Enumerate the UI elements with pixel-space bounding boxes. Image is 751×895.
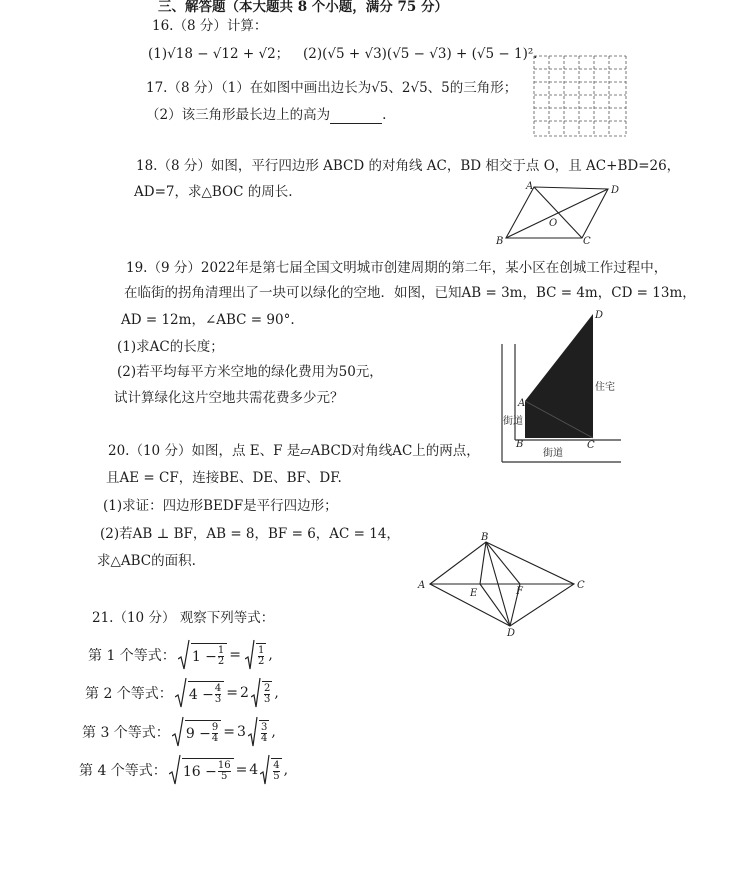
q19-line4: (1)求AC的长度； xyxy=(117,339,224,355)
q21-eq3-a: 9 xyxy=(185,725,195,742)
q21-eq4-rnum: 4 xyxy=(273,760,280,771)
q21-eq3-radical-left-sign xyxy=(172,716,184,748)
q21-eq3-radicand-right xyxy=(259,720,269,744)
q21-eq3-num: 9 xyxy=(211,722,219,733)
q19-label-d: D xyxy=(595,310,604,321)
q19-line6: 试计算绿化这片空地共需花费多少元？ xyxy=(114,390,344,406)
q19-label-b: B xyxy=(516,439,524,450)
q21-eq1-radical-left-sign xyxy=(178,639,190,671)
q18-label-o: O xyxy=(549,218,558,229)
q21-eq4-radical-left-sign xyxy=(169,754,181,786)
q20-parallelogram-figure xyxy=(414,528,590,640)
q19-label-street-bottom: 街道 xyxy=(543,448,563,459)
q21-eq2-rden: 3 xyxy=(263,694,271,705)
q21-eq2-tail: , xyxy=(274,685,279,701)
q21-eq3-den: 4 xyxy=(211,733,219,744)
q20-line5: 求△ABC的面积. xyxy=(97,553,196,569)
q21-eq1-rden: 2 xyxy=(258,656,265,667)
q21-eq2-den: 3 xyxy=(214,694,222,705)
q16-part2: (2)(√5 + √3)(√5 − √3) + (√5 − 1)². xyxy=(303,46,538,62)
q21-equation-4: 第 4 个等式： 16 − $\frac{16}{5}$ = 4 $\frac{4}{5}$ , xyxy=(79,754,288,786)
q21-eq2-radical-right-sign xyxy=(251,677,261,709)
q19-label-residence: 住宅 xyxy=(595,382,615,393)
q21-eq3-frac-left xyxy=(212,723,218,744)
q18-label-a: A xyxy=(526,181,534,192)
q21-eq3-tail: , xyxy=(271,724,276,740)
q21-eq3-rden: 4 xyxy=(260,733,268,744)
q17-line1: 17.（8 分）（1）在如图中画出边长为√5、2√5、5的三角形； xyxy=(146,80,518,96)
q18-label-b: B xyxy=(496,236,504,247)
q21-eq3-radical-right-sign xyxy=(248,716,258,748)
q21-eq2-rnum: 2 xyxy=(263,683,271,694)
q21-eq2-frac-left xyxy=(215,684,221,705)
q21-equation-3: 第 3 个等式： 9 − $\frac{9}{4}$ = 3 $\frac{3}{4}$ , xyxy=(82,716,276,748)
q21-eq4-radicand-left: 16 − $\frac{16}{5}$ xyxy=(182,758,234,782)
q21-eq4-label: 第 4 个等式： xyxy=(79,763,167,779)
q21-eq2-radicand-right xyxy=(262,681,272,705)
answer-blank xyxy=(330,111,382,124)
q21-equation-2: 第 2 个等式： 4 − $\frac{4}{3}$ = 2 $\frac{2}{3}$ , xyxy=(85,677,279,709)
q21-eq4-den: 5 xyxy=(221,771,228,782)
section-header: 三、解答题（本大题共 8 个小题，满分 75 分） xyxy=(158,0,448,15)
q20-label-b: B xyxy=(481,532,489,543)
q19-line2: 在临街的拐角清理出了一块可以绿化的空地．如图，已知AB = 3m，BC = 4m，CD = 13m， xyxy=(124,285,696,301)
q21-eq2-radical-left-sign xyxy=(175,677,187,709)
q21-eq1-rnum: 1 xyxy=(258,645,265,656)
q21-eq1-radicand-right xyxy=(256,643,266,667)
q18-parallelogram-figure xyxy=(490,180,630,250)
q16-part1: (1)√18 − √12 + √2； xyxy=(148,46,290,62)
q21-eq2-a: 4 xyxy=(188,686,198,703)
q21-eq1-a: 1 xyxy=(191,648,201,665)
q21-head: 21.（10 分） 观察下列等式： xyxy=(92,610,275,626)
q21-eq1-frac-left xyxy=(218,646,224,667)
q21-eq3-coef: 3 xyxy=(237,724,246,740)
q20-line1: 20.（10 分）如图，点 E、F 是▱ABCD对角线AC上的两点， xyxy=(108,443,480,459)
q19-corner-lot-figure xyxy=(495,304,625,466)
q19-label-a: A xyxy=(518,398,526,409)
q17-line2: （2）该三角形最长边上的高为 xyxy=(146,107,331,123)
q21-eq2-coef: 2 xyxy=(240,685,249,701)
q21-eq4-radical-right-sign xyxy=(260,754,270,786)
q20-label-d: D xyxy=(507,628,516,639)
q20-line3: (1)求证：四边形BEDF是平行四边形； xyxy=(103,498,338,514)
q18-label-d: D xyxy=(611,185,620,196)
q20-line2: 且AE = CF，连接BE、DE、BF、DF. xyxy=(106,470,342,486)
q16-head: 16.（8 分）计算： xyxy=(152,18,268,34)
q21-eq2-num: 4 xyxy=(214,683,222,694)
q21-eq1-radical-right-sign xyxy=(245,639,255,671)
q21-eq4-radicand-right xyxy=(271,758,281,782)
q19-line1: 19.（9 分）2022年是第七届全国文明城市创建周期的第二年，某小区在创城工作过程中， xyxy=(126,260,668,276)
q19-label-c: C xyxy=(587,440,595,451)
q20-label-a: A xyxy=(418,580,426,591)
q18-line2: AD=7，求△BOC 的周长. xyxy=(134,184,293,200)
q21-eq4-rden: 5 xyxy=(273,771,280,782)
q18-line1: 18.（8 分）如图，平行四边形 ABCD 的对角线 AC，BD 相交于点 O，且 AC+BD=26， xyxy=(136,158,681,174)
q21-equation-1: 第 1 个等式： 1 − $\frac{1}{2}$ = $\frac{1}{2}$ , xyxy=(88,639,273,671)
q19-line3: AD = 12m，∠ABC = 90°. xyxy=(121,312,295,328)
q21-eq3-rnum: 3 xyxy=(260,722,268,733)
q20-label-f: F xyxy=(516,586,523,597)
q21-eq1-tail: , xyxy=(268,647,273,663)
q21-eq3-radicand-left: 9 − $\frac{9}{4}$ xyxy=(185,720,221,744)
q21-eq3-label: 第 3 个等式： xyxy=(82,725,170,741)
q21-eq4-a: 16 xyxy=(182,763,201,780)
q20-label-e: E xyxy=(470,588,478,599)
q21-eq1-label: 第 1 个等式： xyxy=(88,648,176,664)
q21-eq4-tail: , xyxy=(283,762,289,778)
q21-eq4-frac-left xyxy=(218,761,231,782)
q21-eq2-radicand-left: 4 − $\frac{4}{3}$ xyxy=(188,681,224,705)
q20-line4: (2)若AB ⊥ BF，AB = 8，BF = 6，AC = 14， xyxy=(100,526,400,542)
q21-eq1-num: 1 xyxy=(217,645,225,656)
q19-line5: (2)若平均每平方米空地的绿化费用为50元， xyxy=(117,364,383,380)
q21-eq2-label: 第 2 个等式： xyxy=(85,686,173,702)
q21-eq1-radicand-left: 1 − $\frac{1}{2}$ xyxy=(191,643,227,667)
q20-label-c: C xyxy=(577,580,585,591)
q21-eq4-coef: 4 xyxy=(249,762,259,778)
q17-line2-row: （2）该三角形最长边上的高为 . xyxy=(146,107,387,123)
q21-eq1-den: 2 xyxy=(217,656,225,667)
q19-label-street-left: 街道 xyxy=(503,416,523,427)
q17-grid-figure xyxy=(532,54,628,140)
q21-eq4-num: 16 xyxy=(217,760,231,771)
q18-label-c: C xyxy=(583,236,591,247)
